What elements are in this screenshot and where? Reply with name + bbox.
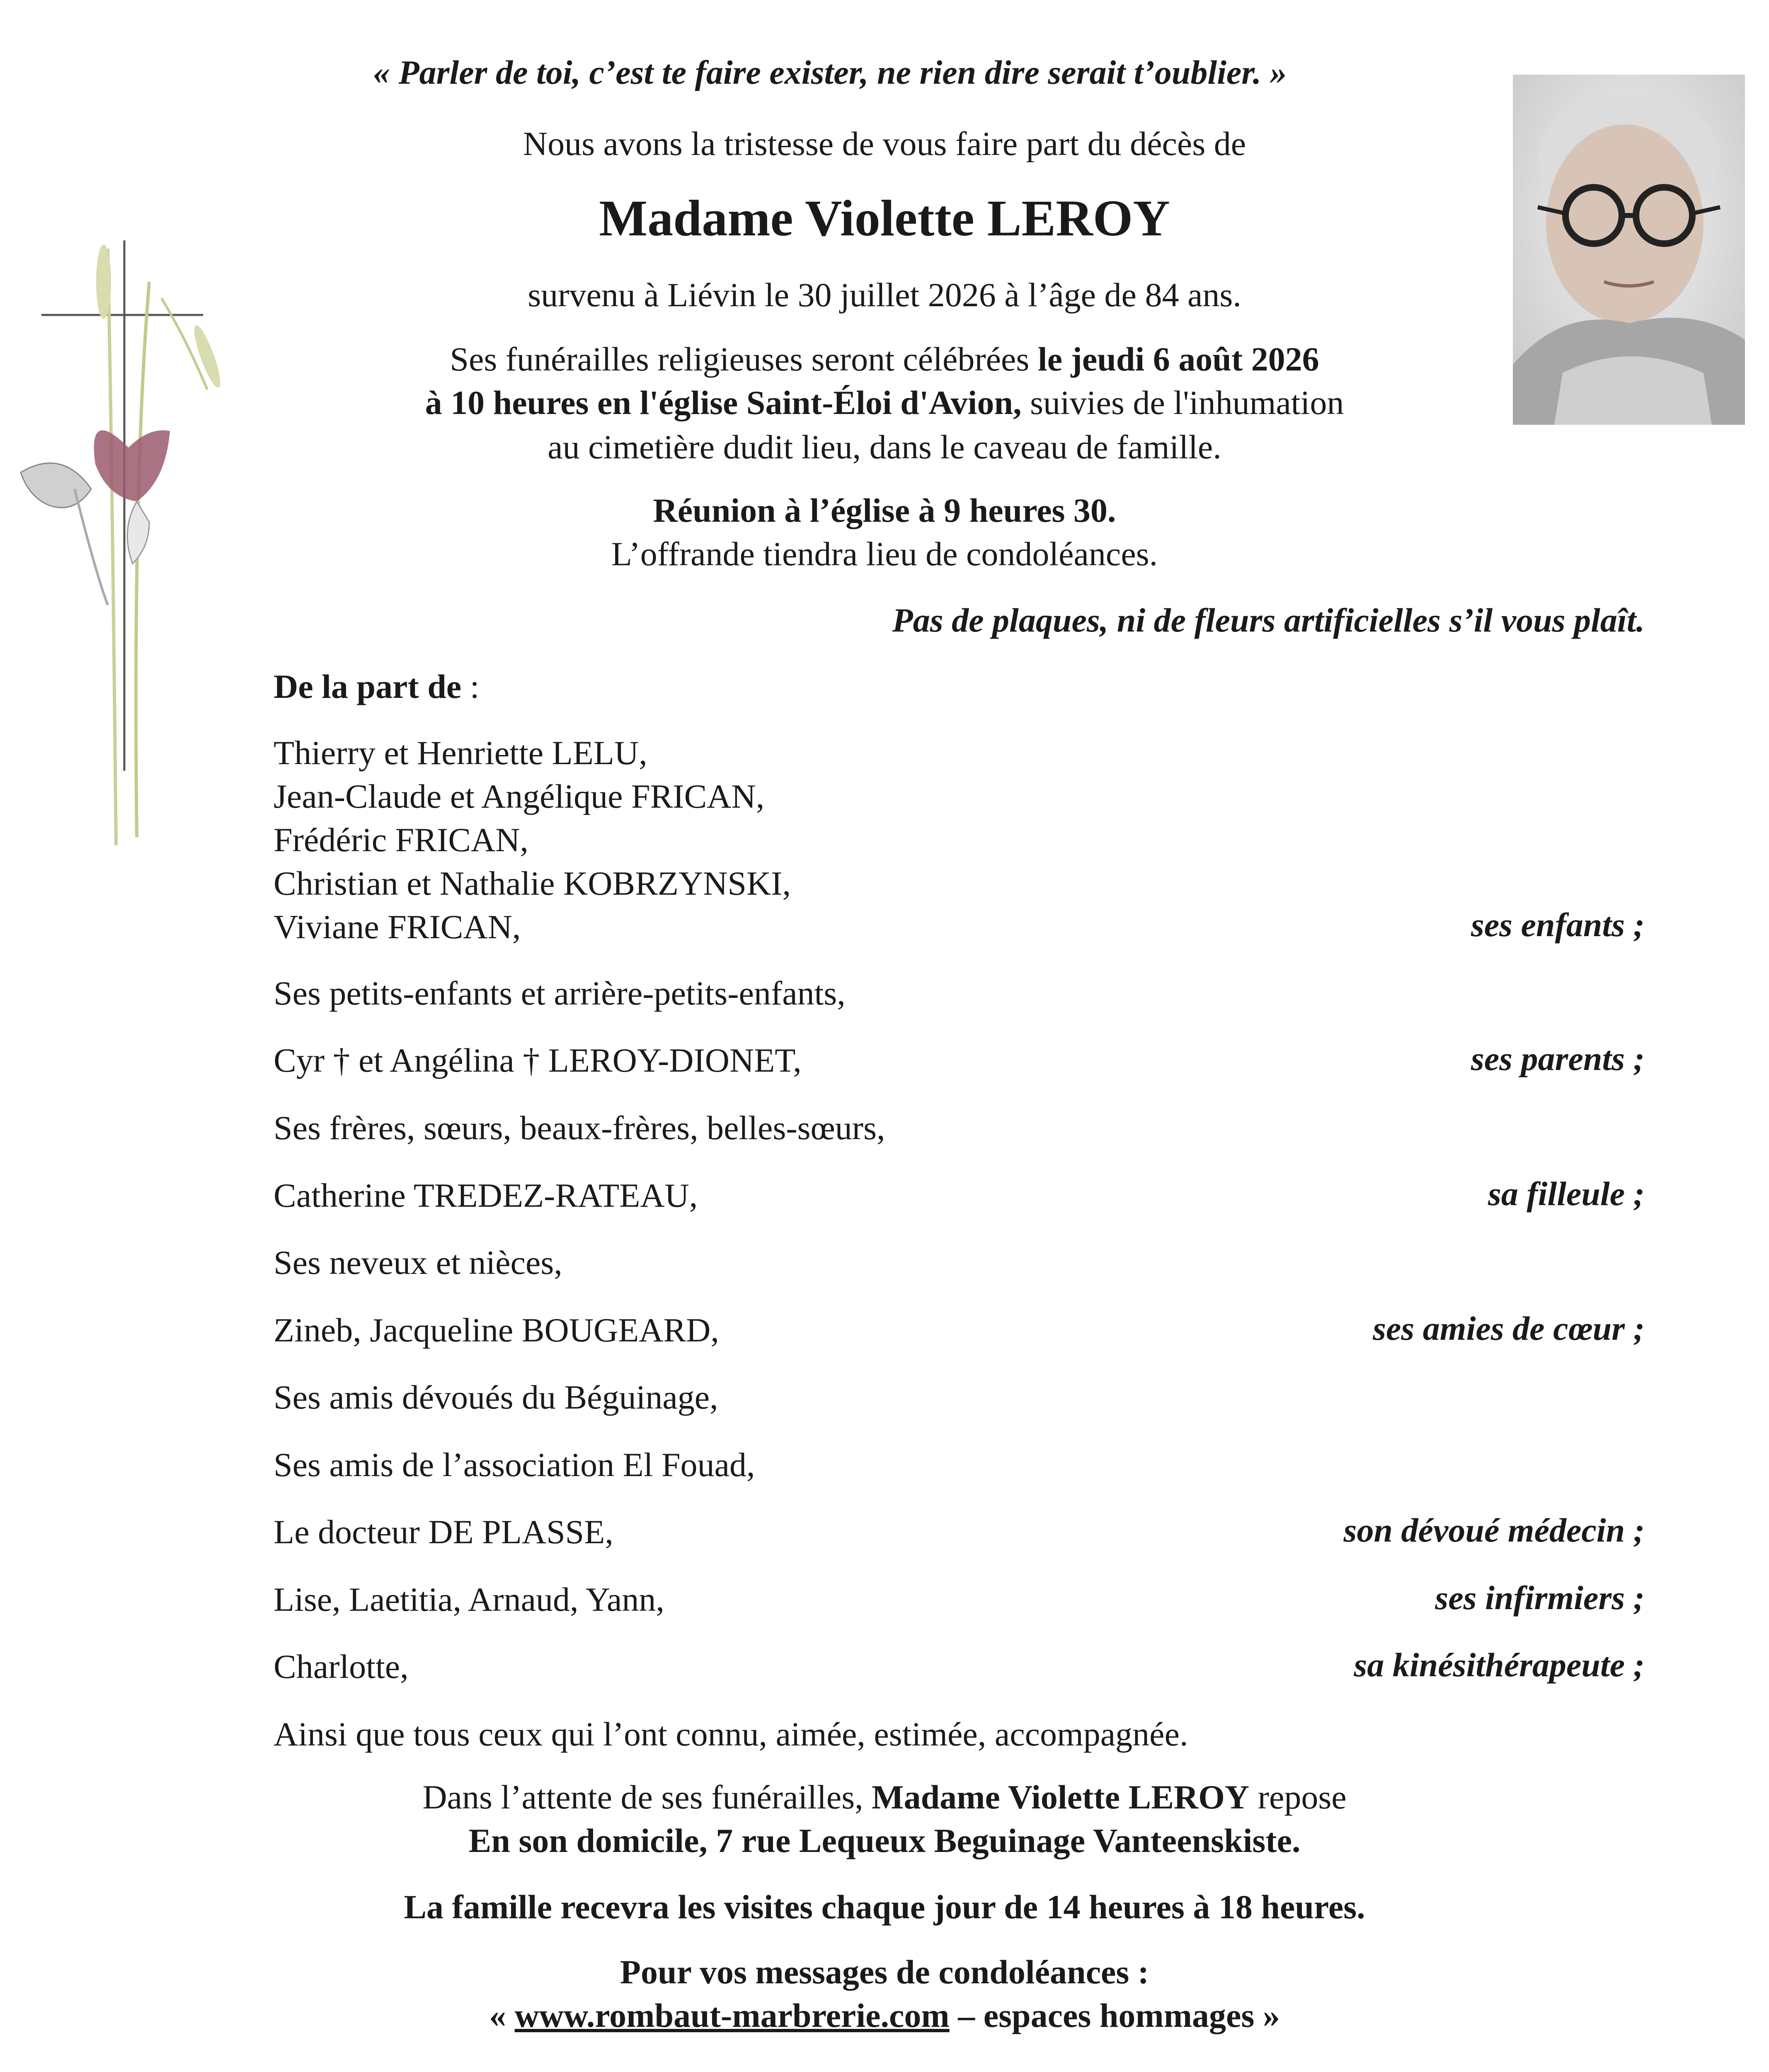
doctor: Le docteur DE PLASSE, <box>274 1513 613 1551</box>
no-plaques-notice: Pas de plaques, ni de fleurs artificielles s’il vous plaît. <box>892 601 1645 639</box>
condolences-link[interactable]: www.rombaut-marbrerie.com <box>514 1997 950 2034</box>
repose-text-c: repose <box>1249 1778 1347 1816</box>
siblings: Ses frères, sœurs, beaux-frères, belles-sœurs, <box>274 1109 885 1147</box>
from-heading <box>274 667 480 706</box>
funeral-place: à 10 heures en l'église Saint-Éloi d'Avion, <box>425 384 1022 421</box>
condolences-rest: – espaces hommages » <box>949 1997 1280 2034</box>
intro-text: Nous avons la tristesse de vous faire part du décès de <box>523 125 1246 162</box>
quote: « Parler de toi, c’est te faire exister, ne rien dire serait t’oublier. » <box>373 53 1287 91</box>
repose-text-a: Dans l’attente de ses funérailles, <box>422 1778 872 1816</box>
beguinage-friends: Ses amis dévoués du Béguinage, <box>274 1378 718 1416</box>
reunion-text: Réunion à l’église à 9 heures 30. <box>653 491 1116 529</box>
all-others: Ainsi que tous ceux qui l’ont connu, aimée, estimée, accompagnée. <box>274 1715 1188 1753</box>
child-2: Jean-Claude et Angélique FRICAN, <box>274 777 765 815</box>
condolences-line <box>0 1996 1769 2035</box>
funeral-date: le jeudi 6 août 2026 <box>1037 340 1319 378</box>
funeral-line-1 <box>0 340 1769 379</box>
heart-friends: Zineb, Jacqueline BOUGEARD, <box>274 1311 719 1349</box>
repose-name: Madame Violette LEROY <box>872 1778 1250 1816</box>
from-colon: : <box>461 668 480 705</box>
child-4: Christian et Nathalie KOBRZYNSKI, <box>274 864 791 902</box>
funeral-text: Ses funérailles religieuses seront célébrées <box>450 340 1038 378</box>
doctor-role: son dévoué médecin ; <box>1343 1511 1645 1549</box>
grandchildren: Ses petits-enfants et arrière-petits-enfants, <box>274 974 846 1012</box>
funeral-burial-text: suivies de l'inhumation <box>1021 384 1344 421</box>
deceased-name: Madame Violette LEROY <box>599 190 1170 247</box>
funeral-line-3: au cimetière dudit lieu, dans le caveau de famille. <box>548 428 1221 466</box>
from-label: De la part de <box>274 668 462 705</box>
nurses-role: ses infirmiers ; <box>1435 1579 1645 1617</box>
repose-address: En son domicile, 7 rue Lequeux Beguinage Vanteenskiste. <box>468 1822 1301 1859</box>
child-5: Viviane FRICAN, <box>274 908 521 946</box>
heart-friends-role: ses amies de cœur ; <box>1373 1310 1645 1347</box>
goddaughter: Catherine TREDEZ-RATEAU, <box>274 1176 698 1214</box>
association-friends: Ses amis de l’association El Fouad, <box>274 1446 755 1484</box>
parents-role: ses parents ; <box>1471 1040 1645 1077</box>
children-role: ses enfants ; <box>1471 906 1645 944</box>
quote-open: « <box>489 1997 515 2034</box>
physiotherapist: Charlotte, <box>274 1648 409 1685</box>
offrande-text: L’offrande tiendra lieu de condoléances. <box>611 535 1158 573</box>
visits-info: La famille recevra les visites chaque jour de 14 heures à 18 heures. <box>404 1888 1365 1926</box>
funeral-line-2 <box>0 383 1769 422</box>
nephews: Ses neveux et nièces, <box>274 1244 562 1281</box>
condolences-title: Pour vos messages de condoléances : <box>620 1953 1149 1991</box>
child-3: Frédéric FRICAN, <box>274 821 528 859</box>
nurses: Lise, Laetitia, Arnaud, Yann, <box>274 1581 664 1618</box>
parents: Cyr † et Angélina † LEROY-DIONET, <box>274 1041 802 1079</box>
death-details: survenu à Liévin le 30 juillet 2026 à l’âge de 84 ans. <box>528 276 1241 314</box>
goddaughter-role: sa filleule ; <box>1488 1175 1645 1213</box>
physiotherapist-role: sa kinésithérapeute ; <box>1354 1646 1645 1684</box>
repose-line <box>0 1778 1769 1817</box>
child-1: Thierry et Henriette LELU, <box>274 734 647 772</box>
